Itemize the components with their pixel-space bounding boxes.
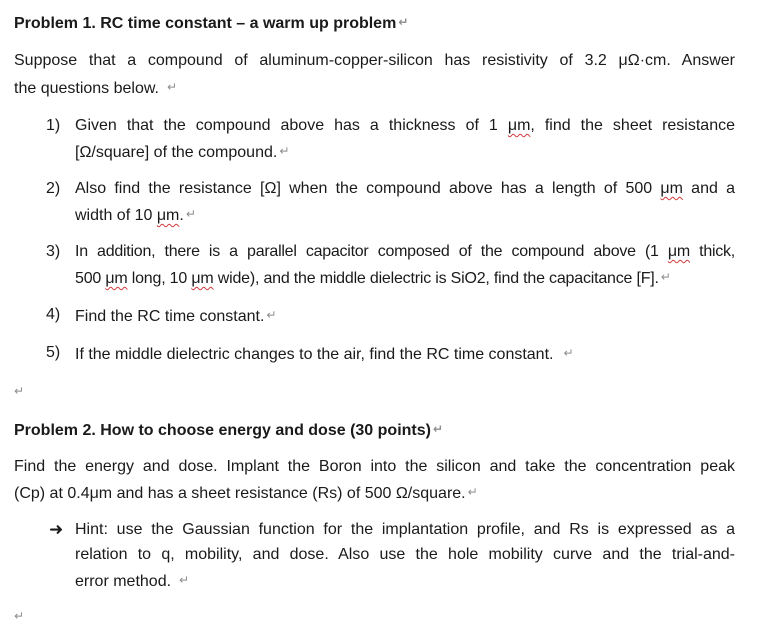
item-4-line-1 [75,305,276,327]
paragraph-mark-icon: ↵ [398,15,409,29]
problem-2-body-line-2-text: (Cp) at 0.4μm and has a sheet resistance (Rs) of 500 Ω/square. [14,485,466,502]
item-1-text-b: , find the sheet resistance [530,117,736,134]
item-5-number: 5) [46,344,61,361]
trailing-paragraph [14,606,24,628]
item-1-number: 1) [46,117,61,134]
paragraph-mark-icon: ↵ [14,609,25,623]
hint-line-1-text: Hint: use the Gaussian function for the implantation profile, and Rs is expressed as a [75,521,735,538]
paragraph-mark-icon: ↵ [14,384,25,398]
item-3-number: 3) [46,243,61,260]
paragraph-mark-icon: ↵ [185,207,196,221]
hint-line-3 [75,570,189,592]
problem-2-body-line-2 [14,482,478,504]
item-2-number: 2) [46,180,61,197]
hint-line-1 [75,520,735,540]
item-3-line-2 [75,267,671,289]
item-1-line-2-text: [Ω/square] of the compound. [75,144,278,161]
hint-line-3-text: error method. [75,573,172,590]
item-3-line-2-text-c: wide), and the middle dielectric is SiO2, find the capacitance [F]. [213,270,659,287]
item-3-line-2-unit-1: μm [105,270,128,287]
problem-1-title [14,12,408,34]
item-3-text-a: In addition, there is a parallel capacitor composed of the compound above (1 [75,243,668,260]
item-2-text-a: Also find the resistance [Ω] when the compound above has a length of 500 [75,180,661,197]
item-4-text: Find the RC time constant. [75,308,265,325]
item-1-line-1 [75,116,735,136]
problem-1-intro-line-1-text: Suppose that a compound of aluminum-copper-silicon has resistivity of 3.2 μΩ·cm. Answer [14,52,735,69]
item-4-number: 4) [46,306,61,323]
item-5-text: If the middle dielectric changes to the air, find the RC time constant. [75,346,554,363]
item-1-line-2 [75,141,289,163]
paragraph-mark-icon: ↵ [467,485,478,499]
arrow-right-icon: ➜ [49,520,64,539]
item-2-line-2-text-a: width of 10 [75,207,157,224]
hint-line-2-text: relation to q, mobility, and dose. Also use the hole mobility curve and the trial-and- [75,546,735,563]
paragraph-mark-icon: ↵ [279,144,290,158]
paragraph-mark-icon: ↵ [266,308,277,322]
problem-2-title [14,419,443,441]
item-3-text-b: thick, [689,243,736,260]
item-2-unit: μm [660,180,683,197]
item-3-line-2-unit-2: μm [191,270,214,287]
item-3-line-1-text [75,242,735,262]
item-2-line-1 [75,179,735,199]
problem-1-intro-line-1 [14,51,735,71]
item-2-text-b: and a [682,180,736,197]
item-2-line-2 [75,204,196,226]
hint-line-2 [75,545,735,565]
item-3-unit: μm [667,243,690,260]
paragraph-mark-icon: ↵ [179,573,190,587]
item-3-line-2-text-b: long, 10 [127,270,192,287]
paragraph-mark-icon: ↵ [660,270,671,284]
problem-2-body-line-1-text: Find the energy and dose. Implant the Boron into the silicon and take the concentration peak [14,458,735,475]
item-1-line-1-text [75,116,735,136]
item-3-line-2-text-a: 500 [75,270,106,287]
problem-1-intro-line-2 [14,77,177,99]
item-1-unit: μm [507,117,531,134]
problem-2-body-line-1 [14,457,735,477]
empty-paragraph [14,381,24,403]
problem-1-title-text: Problem 1. RC time constant – a warm up problem [14,15,397,32]
item-5-line-1 [75,343,574,365]
problem-1-intro-line-2-text: the questions below. [14,80,159,97]
item-1-text-a: Given that the compound above has a thickness of 1 [75,117,508,134]
item-2-line-2-text-b: . [179,207,184,224]
paragraph-mark-icon: ↵ [432,422,444,436]
paragraph-mark-icon: ↵ [167,80,178,94]
paragraph-mark-icon: ↵ [563,346,574,360]
item-3-line-1 [75,242,735,262]
item-2-line-2-unit: μm [156,207,180,224]
item-2-line-1-text [75,179,735,199]
problem-2-title-text: Problem 2. How to choose energy and dose (30 points) [14,422,431,439]
